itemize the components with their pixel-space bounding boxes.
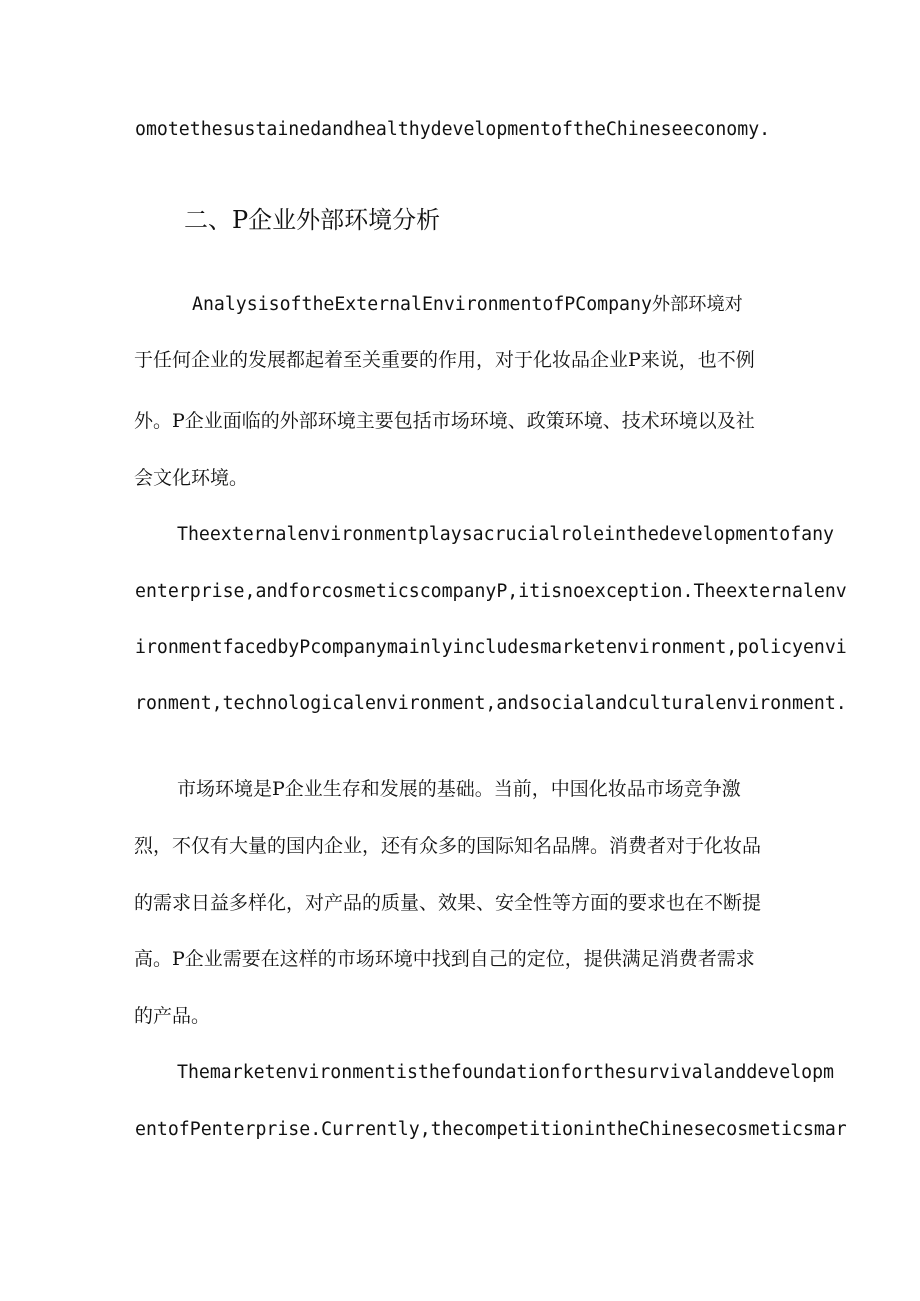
text-line-english: Themarketenvironmentisthefoundationforthesurvivalanddevelopm <box>177 1062 834 1083</box>
text-line-english: enterprise,andforcosmeticscompanyP,itisnoexception.Theexternalenv <box>135 581 847 602</box>
text-line-english: entofPenterprise.Currently,thecompetitionintheChinesecosmeticsmar <box>135 1119 847 1140</box>
text-line-english: ronment,technologicalenvironment,andsocialandculturalenvironment. <box>135 693 847 714</box>
text-line-chinese: 于任何企业的发展都起着至关重要的作用，对于化妆品企业P来说，也不例 <box>134 349 755 371</box>
text-line-chinese: 的需求日益多样化，对产品的质量、效果、安全性等方面的要求也在不断提 <box>134 892 762 914</box>
text-line-chinese: 外。P企业面临的外部环境主要包括市场环境、政策环境、技术环境以及社 <box>134 410 755 432</box>
text-line-chinese: 会文化环境。 <box>134 467 249 489</box>
text-line-english: Theexternalenvironmentplaysacrucialroleinthedevelopmentofany <box>177 524 834 545</box>
text-line-english: omotethesustainedandhealthydevelopmentoftheChineseeconomy. <box>135 119 771 140</box>
text-line-chinese: 市场环境是P企业生存和发展的基础。当前，中国化妆品市场竞争激 <box>177 778 741 800</box>
text-line-chinese: 烈，不仅有大量的国内企业，还有众多的国际知名品牌。消费者对于化妆品 <box>134 835 762 857</box>
text-line-chinese: 的产品。 <box>134 1005 211 1027</box>
text-line-english: AnalysisoftheExternalEnvironmentofPCompany外部环境对 <box>192 294 743 315</box>
section-heading: 二、P企业外部环境分析 <box>184 206 441 234</box>
text-line-chinese: 高。P企业需要在这样的市场环境中找到自己的定位，提供满足消费者需求 <box>134 948 755 970</box>
text-line-mixed <box>192 292 743 317</box>
text-line-english: ironmentfacedbyPcompanymainlyincludesmarketenvironment,policyenvi <box>135 637 847 658</box>
